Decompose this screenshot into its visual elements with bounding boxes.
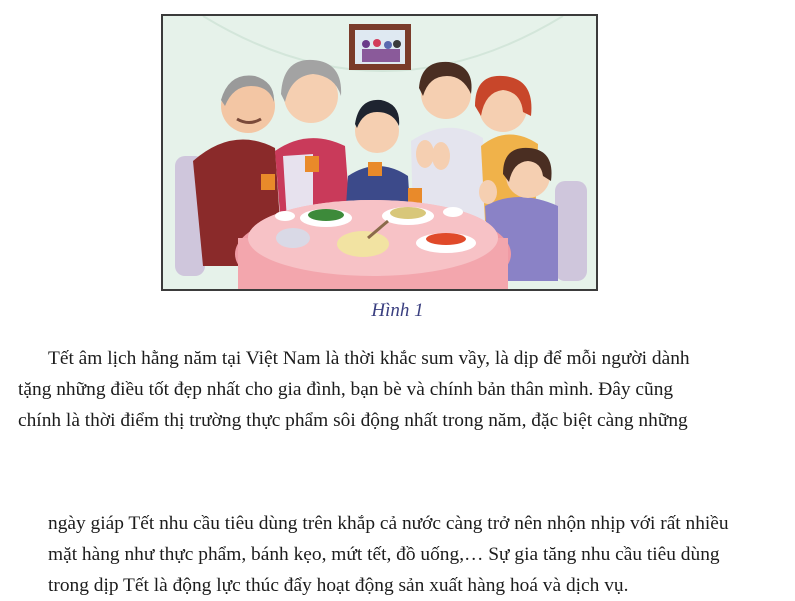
paragraph-2	[48, 508, 790, 601]
family-photo-frame	[349, 24, 411, 70]
family-dinner-illustration	[161, 14, 598, 291]
paragraph-2-line-3: trong dịp Tết là động lực thúc đẩy hoạt động sản xuất hàng hoá và dịch vụ.	[48, 575, 629, 596]
paragraph-2-line-2: mặt hàng như thực phẩm, bánh kẹo, mứt tết, đồ uống,… Sự gia tăng nhu cầu tiêu dùng	[48, 544, 720, 565]
figure-caption: Hình 1	[371, 300, 424, 321]
paragraph-1-line-2: tặng những điều tốt đẹp nhất cho gia đình, bạn bè và chính bản thân mình. Đây cũng	[18, 379, 674, 400]
paragraph-1-line-3: chính là thời điểm thị trường thực phẩm sôi động nhất trong năm, đặc biệt càng những	[18, 410, 688, 431]
soup-bowl	[337, 231, 389, 257]
paragraph-2-line-1: ngày giáp Tết nhu cầu tiêu dùng trên khắp cả nước càng trở nên nhộn nhịp với rất nhiều	[48, 513, 729, 534]
paragraph-1-line-1: Tết âm lịch hằng năm tại Việt Nam là thời khắc sum vầy, là dịp để mỗi người dành	[48, 348, 690, 369]
rice-bowl	[276, 228, 310, 248]
paragraph-1	[18, 343, 790, 436]
